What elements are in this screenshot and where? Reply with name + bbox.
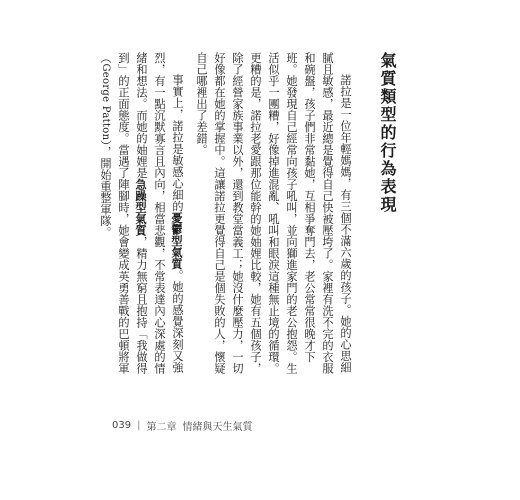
chapter-title: 情緒與天生氣質	[182, 422, 253, 433]
body-text: 諾拉是一位年輕媽媽，有三個不滿六歲的孩子。她的心思細膩且敏感，最近總是覺得自己快被壓垮了。家裡有洗不完的衣服和碗盤，孩子們非常黏她，互相爭奪門去，老公常常很晚才下班。她發現自己經常向孩子吼叫，並向獅進家門的老公抱怨。生活似乎一團糟，好像掉進混亂、吼叫和眼淚這種無止境的循環。更糟的是，諾拉老愛跟那位能幹的她妯娌比較，她有五個孩子，除了經營家族事業以外，還到教堂當義工；她沒什麼壓力，一切好像都在她的掌握中。這讓諾拉更覺得自己是個失敗的人，懷疑自己哪裡出了差錯。	[195, 52, 352, 374]
vertical-text-body	[96, 52, 398, 382]
body-text: 事實上，諾拉是敏感心細的	[171, 74, 184, 213]
body-text: ，精力無窮且抱持「我做得到」的正面態度。當遇了陣腳時，她會變成英勇善戰的巴頓將軍（	[99, 52, 148, 374]
chapter-label: 第二章	[146, 422, 177, 433]
page-footer	[112, 418, 252, 433]
paragraph-1	[192, 52, 354, 382]
emphasis-text: 急躁型氣質	[134, 178, 148, 236]
body-text: ），開始重整軍隊。	[99, 140, 112, 239]
page-number: 039	[112, 420, 132, 431]
footer-separator: |	[137, 420, 141, 431]
body-text: George Patton	[100, 63, 111, 141]
paragraph-2	[96, 52, 186, 382]
section-title: 氣質類型的行為表現	[378, 52, 397, 214]
body-text: 。她的感覺深刻又強烈，有一點沉默寡言且內向，相當悲觀，不常表達內心深處的情緒和想法。而她的妯娌是	[135, 52, 184, 374]
emphasis-text: 憂鬱型氣質	[170, 212, 184, 270]
